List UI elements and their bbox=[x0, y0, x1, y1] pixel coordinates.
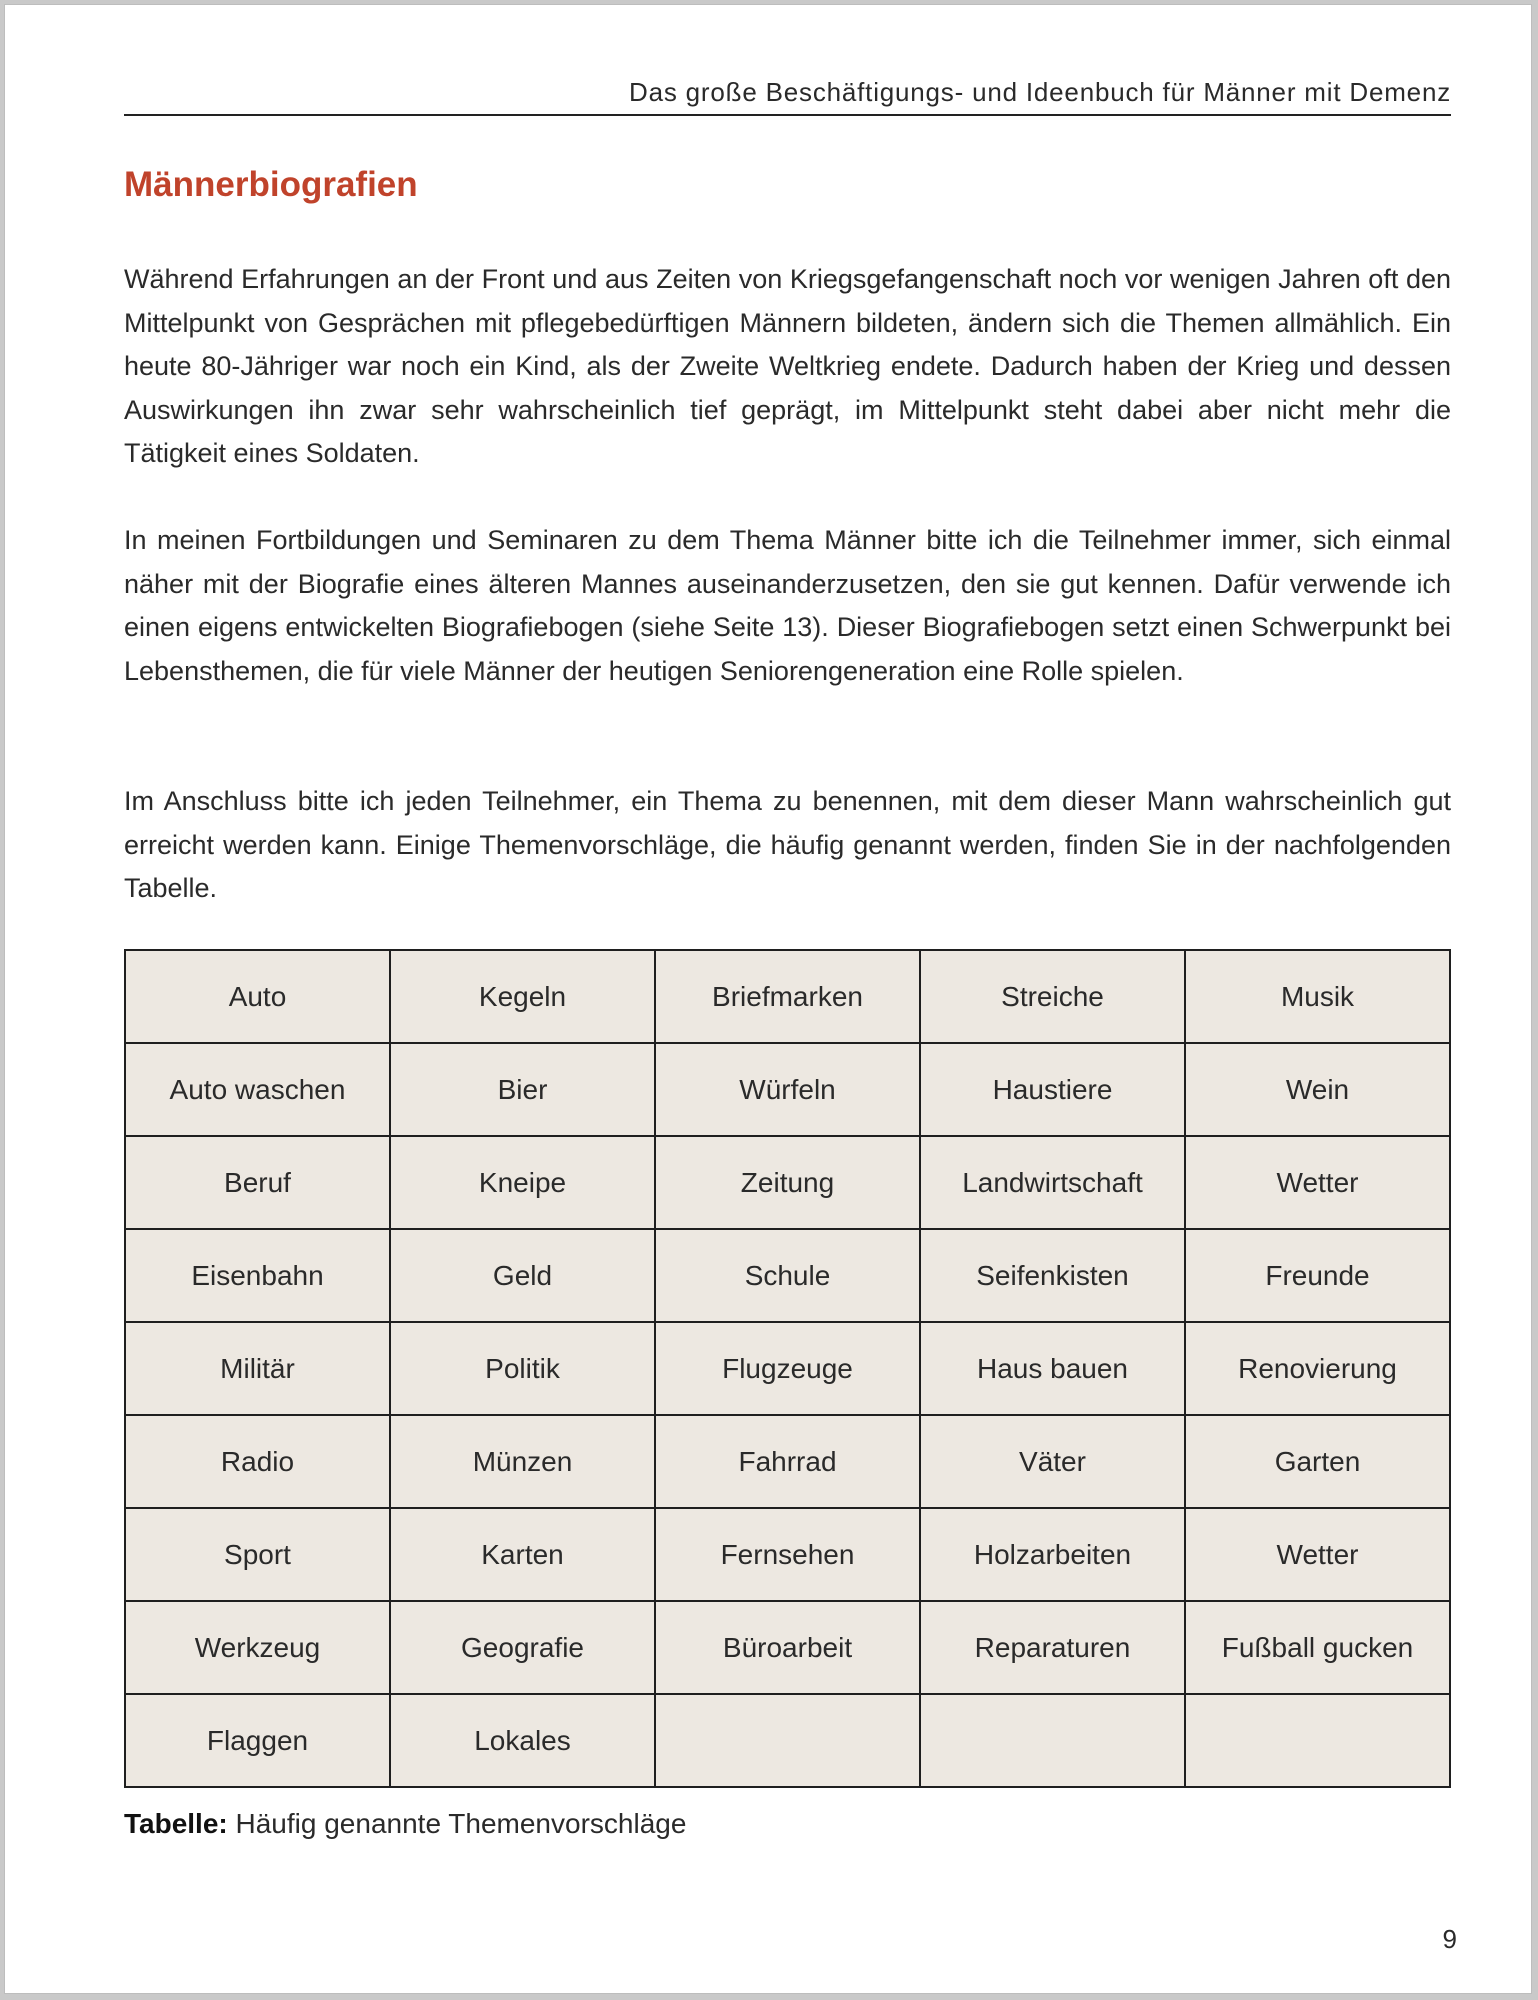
table-cell: Holzarbeiten bbox=[920, 1508, 1185, 1601]
table-cell: Lokales bbox=[390, 1694, 655, 1787]
table-cell: Fahrrad bbox=[655, 1415, 920, 1508]
paragraph-topics: Im Anschluss bitte ich jeden Teilnehmer, ein Thema zu benennen, mit dem dieser Mann wahrscheinlich gut erreicht werden kann. Einige Themenvorschläge, die häufig genannt werden, finden Sie in der nachfolgenden Tabelle. bbox=[124, 786, 1451, 903]
topics-table bbox=[124, 949, 1451, 1788]
table-cell: Militär bbox=[125, 1322, 390, 1415]
table-cell: Haustiere bbox=[920, 1043, 1185, 1136]
table-cell: Streiche bbox=[920, 950, 1185, 1043]
table-cell: Auto waschen bbox=[125, 1043, 390, 1136]
book-page bbox=[4, 4, 1532, 1994]
table-cell: Garten bbox=[1185, 1415, 1450, 1508]
header-divider bbox=[124, 114, 1451, 116]
table-row bbox=[125, 1322, 1450, 1415]
topics-table-body bbox=[125, 950, 1450, 1787]
page-number: 9 bbox=[1442, 1924, 1457, 1954]
table-cell bbox=[1185, 1694, 1450, 1787]
table-cell: Freunde bbox=[1185, 1229, 1450, 1322]
table-caption bbox=[124, 1808, 686, 1840]
table-cell: Schule bbox=[655, 1229, 920, 1322]
caption-label: Tabelle: bbox=[124, 1808, 228, 1839]
section-title: Männerbiografien bbox=[124, 165, 418, 204]
table-cell: Flaggen bbox=[125, 1694, 390, 1787]
table-row bbox=[125, 1508, 1450, 1601]
table-cell: Bier bbox=[390, 1043, 655, 1136]
table-cell: Münzen bbox=[390, 1415, 655, 1508]
table-cell bbox=[920, 1694, 1185, 1787]
table-cell: Landwirtschaft bbox=[920, 1136, 1185, 1229]
table-cell: Auto bbox=[125, 950, 390, 1043]
caption-text: Häufig genannte Themenvorschläge bbox=[227, 1808, 687, 1839]
table-cell: Fußball gucken bbox=[1185, 1601, 1450, 1694]
table-cell: Sport bbox=[125, 1508, 390, 1601]
table-row bbox=[125, 1601, 1450, 1694]
table-cell bbox=[655, 1694, 920, 1787]
table-cell: Wetter bbox=[1185, 1136, 1450, 1229]
table-cell: Seifenkisten bbox=[920, 1229, 1185, 1322]
table-row bbox=[125, 950, 1450, 1043]
table-cell: Politik bbox=[390, 1322, 655, 1415]
table-cell: Kegeln bbox=[390, 950, 655, 1043]
table-cell: Eisenbahn bbox=[125, 1229, 390, 1322]
paragraph-seminars: In meinen Fortbildungen und Seminaren zu dem Thema Männer bitte ich die Teilnehmer immer, sich einmal näher mit der Biografie eines älteren Mannes auseinanderzusetzen, den sie gut kennen. Dafür verwende ich einen eigens entwickelten Biografiebogen (siehe Seite 13). Dieser Biografiebogen setzt einen Schwerpunkt bei Lebensthemen, die für viele Männer der heutigen Seniorengeneration eine Rolle spielen. bbox=[124, 525, 1451, 686]
table-cell: Büroarbeit bbox=[655, 1601, 920, 1694]
table-cell: Geografie bbox=[390, 1601, 655, 1694]
table-cell: Briefmarken bbox=[655, 950, 920, 1043]
table-cell: Würfeln bbox=[655, 1043, 920, 1136]
table-cell: Fernsehen bbox=[655, 1508, 920, 1601]
table-cell: Flugzeuge bbox=[655, 1322, 920, 1415]
table-cell: Kneipe bbox=[390, 1136, 655, 1229]
table-row bbox=[125, 1415, 1450, 1508]
table-cell: Geld bbox=[390, 1229, 655, 1322]
running-header: Das große Beschäftigungs- und Ideenbuch für Männer mit Demenz bbox=[629, 77, 1451, 107]
table-row bbox=[125, 1694, 1450, 1787]
table-row bbox=[125, 1043, 1450, 1136]
table-cell: Renovierung bbox=[1185, 1322, 1450, 1415]
table-cell: Karten bbox=[390, 1508, 655, 1601]
table-cell: Wein bbox=[1185, 1043, 1450, 1136]
table-cell: Haus bauen bbox=[920, 1322, 1185, 1415]
paragraph-intro: Während Erfahrungen an der Front und aus Zeiten von Kriegsgefangenschaft noch vor wenigen Jahren oft den Mittelpunkt von Gesprächen mit pflegebedürftigen Männern bildeten, ändern sich die Themen allmählich. Ein heute 80-Jähriger war noch ein Kind, als der Zweite Weltkrieg endete. Dadurch haben der Krieg und dessen Auswirkungen ihn zwar sehr wahrscheinlich tief geprägt, im Mittelpunkt steht dabei aber nicht mehr die Tätigkeit eines Soldaten. bbox=[124, 264, 1451, 468]
table-cell: Wetter bbox=[1185, 1508, 1450, 1601]
table-cell: Beruf bbox=[125, 1136, 390, 1229]
table-cell: Werkzeug bbox=[125, 1601, 390, 1694]
table-row bbox=[125, 1136, 1450, 1229]
table-row bbox=[125, 1229, 1450, 1322]
table-cell: Reparaturen bbox=[920, 1601, 1185, 1694]
table-cell: Radio bbox=[125, 1415, 390, 1508]
table-cell: Zeitung bbox=[655, 1136, 920, 1229]
table-cell: Väter bbox=[920, 1415, 1185, 1508]
table-cell: Musik bbox=[1185, 950, 1450, 1043]
